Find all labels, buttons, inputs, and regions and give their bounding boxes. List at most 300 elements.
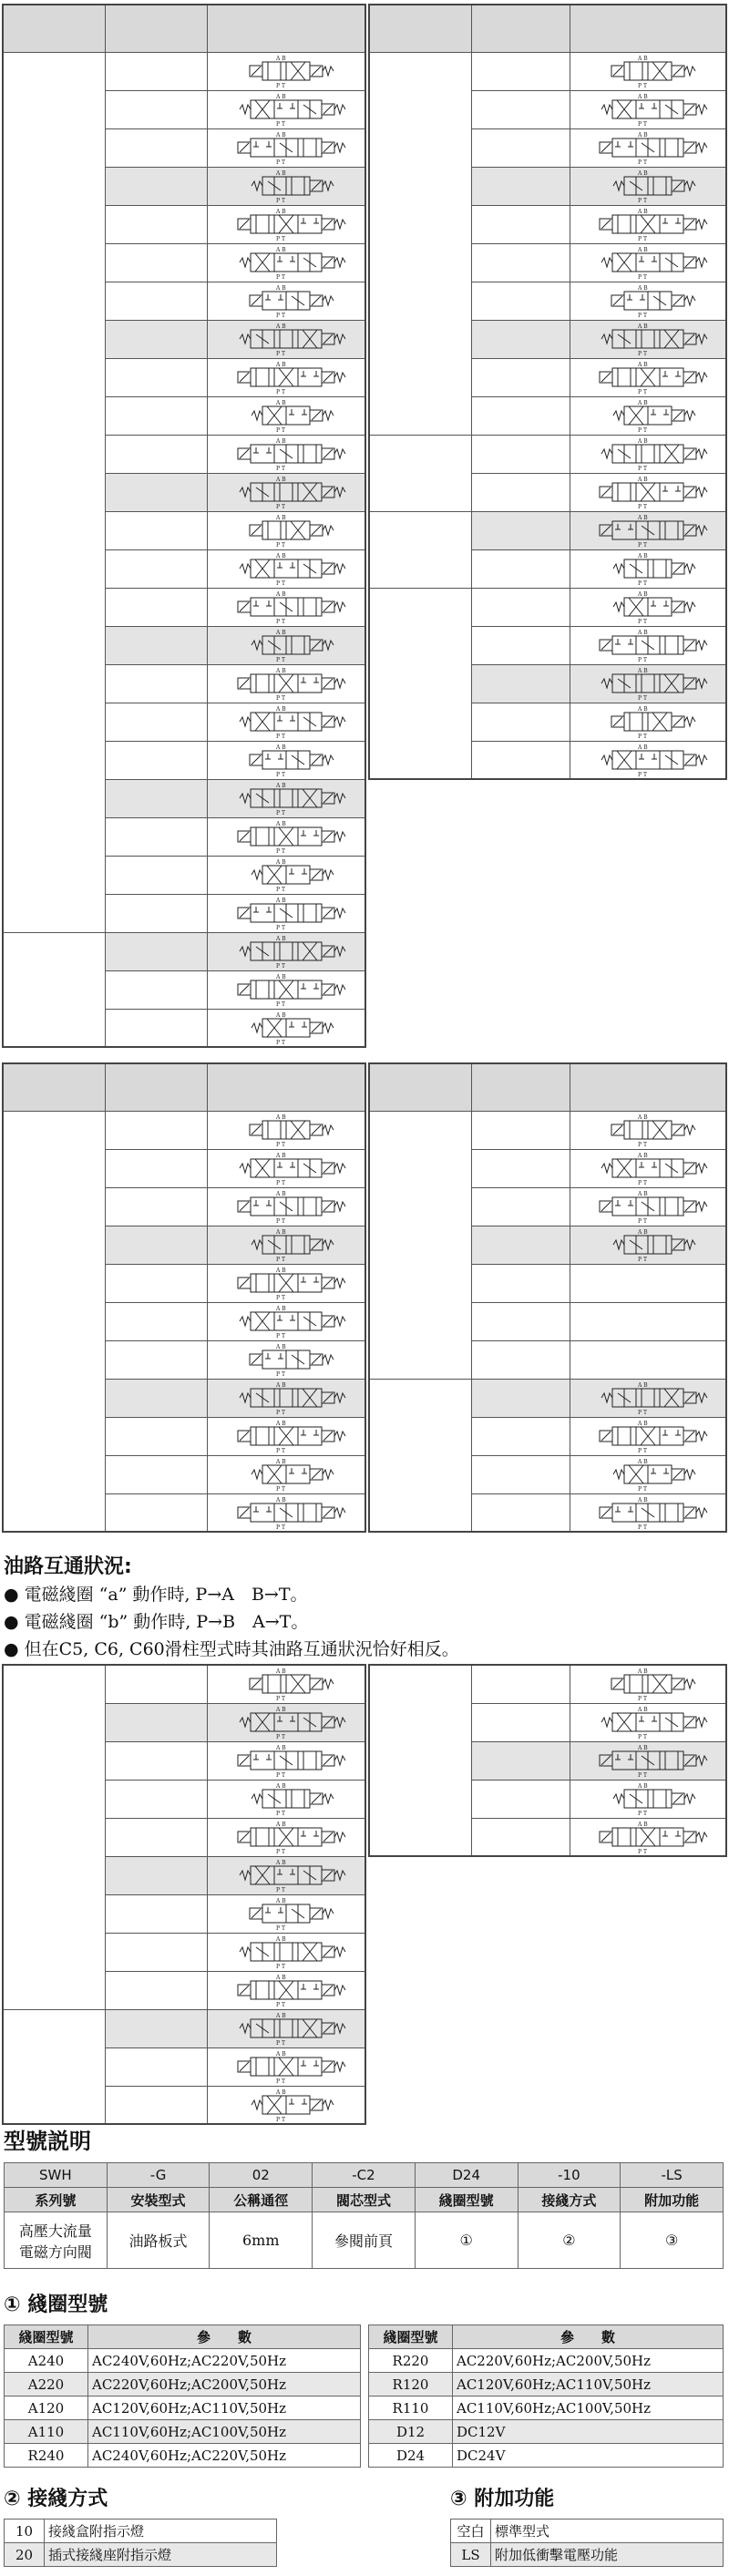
- svg-text:A B: A B: [637, 1707, 648, 1713]
- type-code: [471, 1149, 570, 1187]
- svg-text:P T: P T: [275, 2002, 285, 2007]
- type-code: [105, 1417, 207, 1455]
- symbol-cell: [207, 1971, 365, 2009]
- type-code: [471, 626, 570, 664]
- type-code: [471, 243, 570, 282]
- hydraulic-symbol-icon: [218, 934, 354, 969]
- svg-text:A B: A B: [275, 1860, 286, 1866]
- svg-text:P T: P T: [275, 1849, 285, 1854]
- svg-text:P T: P T: [275, 1811, 285, 1816]
- svg-text:P T: P T: [637, 1734, 647, 1740]
- svg-text:A B: A B: [275, 132, 286, 139]
- param-header-value: 參 數: [453, 2325, 724, 2349]
- table-row: [451, 2543, 724, 2567]
- symbol-cell: [207, 1856, 365, 1894]
- bullet-icon: ●: [4, 1612, 25, 1632]
- model-code-cell: -C2: [313, 2163, 416, 2188]
- type-code: [105, 932, 207, 970]
- svg-text:P T: P T: [275, 772, 285, 777]
- svg-text:A B: A B: [275, 1306, 286, 1312]
- param-code: D12: [369, 2420, 453, 2444]
- svg-text:P T: P T: [275, 466, 285, 471]
- symbol-cell: [570, 1818, 726, 1856]
- svg-text:A B: A B: [637, 706, 648, 713]
- hydraulic-symbol-icon: [218, 436, 354, 471]
- hydraulic-symbol-icon: [218, 54, 354, 88]
- svg-text:P T: P T: [275, 963, 285, 969]
- hydraulic-symbol-icon: [580, 169, 716, 203]
- svg-text:A B: A B: [275, 1668, 286, 1676]
- model-label-cell: 綫圈型號: [415, 2188, 518, 2212]
- svg-text:P T: P T: [275, 1964, 285, 1969]
- svg-text:P T: P T: [637, 1696, 647, 1702]
- symbol-cell: [207, 243, 365, 282]
- symbol-cell: [207, 1703, 365, 1741]
- svg-text:P T: P T: [275, 1180, 285, 1185]
- header-symbol: [570, 5, 726, 52]
- symbol-cell: [570, 128, 726, 167]
- hydraulic-symbol-icon: [218, 2049, 354, 2084]
- param-value: 接綫盒附指示燈: [45, 2520, 277, 2543]
- type-code: [105, 282, 207, 320]
- svg-text:P T: P T: [637, 351, 647, 356]
- svg-text:P T: P T: [637, 236, 647, 241]
- svg-text:A B: A B: [275, 2089, 286, 2096]
- svg-text:P T: P T: [275, 695, 285, 701]
- type-code: [105, 473, 207, 511]
- category-label: [3, 1111, 105, 1532]
- param-code: R220: [369, 2349, 453, 2373]
- svg-text:P T: P T: [275, 810, 285, 816]
- svg-text:A B: A B: [637, 1745, 648, 1751]
- hydraulic-symbol-icon: [580, 1380, 716, 1415]
- symbol-cell: [207, 1493, 365, 1532]
- svg-text:P T: P T: [275, 427, 285, 433]
- svg-text:A B: A B: [275, 668, 286, 674]
- svg-text:P T: P T: [275, 1218, 285, 1224]
- model-label-cell: 接綫方式: [518, 2188, 621, 2212]
- symbol-cell: [570, 549, 726, 588]
- table-block-1-left: [2, 4, 366, 1048]
- symbol-cell: [207, 1111, 365, 1149]
- hydraulic-symbol-icon: [218, 475, 354, 509]
- svg-text:P T: P T: [637, 1448, 647, 1453]
- svg-text:A B: A B: [637, 1382, 648, 1389]
- svg-text:A B: A B: [275, 974, 286, 980]
- header-type: [471, 1063, 570, 1111]
- svg-text:P T: P T: [275, 619, 285, 624]
- table-row: [369, 511, 726, 549]
- table-row: [369, 1665, 726, 1703]
- svg-text:A B: A B: [637, 515, 648, 521]
- type-code: [105, 1149, 207, 1187]
- symbol-cell: [570, 741, 726, 779]
- svg-text:P T: P T: [275, 1734, 285, 1740]
- svg-text:A B: A B: [275, 323, 286, 330]
- svg-text:A B: A B: [637, 591, 648, 598]
- type-code: [471, 1703, 570, 1741]
- type-code: [471, 1187, 570, 1226]
- flow-note-a: ● 電磁綫圈 “a” 動作時, P→A B→T。: [4, 1585, 308, 1605]
- svg-text:P T: P T: [275, 580, 285, 586]
- hydraulic-symbol-icon: [218, 1667, 354, 1701]
- svg-text:P T: P T: [275, 83, 285, 88]
- symbol-cell: [570, 205, 726, 243]
- svg-text:A B: A B: [637, 553, 648, 559]
- svg-text:P T: P T: [637, 313, 647, 318]
- svg-text:A B: A B: [275, 1707, 286, 1713]
- svg-text:A B: A B: [637, 400, 648, 406]
- svg-text:A B: A B: [275, 209, 286, 215]
- category-label: [369, 588, 471, 779]
- svg-text:A B: A B: [637, 477, 648, 483]
- wiring-section: [4, 2483, 277, 2567]
- param-value: AC220V,60Hz;AC200V,50Hz: [453, 2349, 724, 2373]
- svg-text:P T: P T: [275, 504, 285, 509]
- hydraulic-symbol-icon: [580, 398, 716, 433]
- svg-text:P T: P T: [637, 580, 647, 586]
- symbol-cell: [207, 1149, 365, 1187]
- type-code: [471, 435, 570, 473]
- category-label: [3, 52, 105, 932]
- param-code: 10: [5, 2520, 45, 2543]
- symbol-cell: [570, 90, 726, 128]
- table-row: [369, 588, 726, 626]
- param-value: 標準型式: [491, 2520, 724, 2543]
- table-block-1-right: [368, 4, 727, 780]
- svg-text:P T: P T: [637, 121, 647, 127]
- hydraulic-symbol-icon: [580, 1189, 716, 1224]
- hydraulic-symbol-icon: [580, 1667, 716, 1701]
- symbol-cell: [207, 1187, 365, 1226]
- hydraulic-symbol-icon: [580, 551, 716, 586]
- hydraulic-symbol-icon: [218, 1380, 354, 1415]
- hydraulic-symbol-icon: [218, 1935, 354, 1969]
- table-row: [3, 1111, 365, 1149]
- svg-text:A B: A B: [275, 1745, 286, 1751]
- type-code: [105, 1933, 207, 1971]
- type-code: [105, 128, 207, 167]
- symbol-cell: [207, 205, 365, 243]
- type-code: [105, 1302, 207, 1340]
- svg-text:A B: A B: [275, 1459, 286, 1465]
- symbol-cell: [207, 1894, 365, 1933]
- type-code: [471, 90, 570, 128]
- svg-text:P T: P T: [275, 2116, 285, 2122]
- table-row: [5, 2396, 361, 2420]
- hydraulic-symbol-icon: [218, 360, 354, 395]
- model-title: 型號説明: [4, 2129, 91, 2154]
- symbol-cell: [207, 435, 365, 473]
- type-code: [105, 52, 207, 90]
- category-label: [369, 1665, 471, 1856]
- table-row: [3, 2009, 365, 2047]
- category-label: [3, 1665, 105, 2009]
- hydraulic-symbol-icon: [580, 1820, 716, 1854]
- hydraulic-symbol-icon: [218, 781, 354, 816]
- type-code: [105, 741, 207, 779]
- model-code-cell: -10: [518, 2163, 621, 2188]
- header-category: [3, 1063, 105, 1111]
- svg-text:P T: P T: [275, 1925, 285, 1931]
- type-code: [105, 894, 207, 932]
- header-category: [369, 1063, 471, 1111]
- hydraulic-symbol-icon: [218, 207, 354, 241]
- symbol-cell: [570, 1417, 726, 1455]
- svg-text:A B: A B: [275, 1783, 286, 1790]
- symbol-cell: [207, 1264, 365, 1302]
- bullet-icon: ●: [4, 1639, 25, 1659]
- symbol-cell: [570, 1741, 726, 1780]
- model-label-cell: 閥芯型式: [313, 2188, 416, 2212]
- type-code: [471, 128, 570, 167]
- param-code: A240: [5, 2349, 88, 2373]
- type-code: [471, 320, 570, 358]
- model-code-cell: -G: [107, 2163, 210, 2188]
- symbol-cell: [570, 1665, 726, 1703]
- table-block-3-right: [368, 1664, 727, 1857]
- svg-text:P T: P T: [275, 121, 285, 127]
- type-code: [105, 817, 207, 856]
- svg-text:A B: A B: [275, 821, 286, 827]
- hydraulic-symbol-icon: [580, 130, 716, 165]
- svg-text:A B: A B: [275, 1496, 286, 1504]
- param-code: 20: [5, 2543, 45, 2567]
- type-code: [471, 1780, 570, 1818]
- table-row: [369, 2373, 724, 2396]
- svg-text:P T: P T: [637, 1772, 647, 1778]
- type-code: [105, 2047, 207, 2086]
- symbol-cell: [207, 1009, 365, 1047]
- svg-text:A B: A B: [637, 56, 648, 62]
- svg-text:P T: P T: [275, 1257, 285, 1262]
- hydraulic-symbol-icon: [218, 2088, 354, 2122]
- param-code: D24: [369, 2444, 453, 2468]
- hydraulic-symbol-icon: [218, 1189, 354, 1224]
- table-row: [369, 2396, 724, 2420]
- hydraulic-symbol-icon: [218, 322, 354, 356]
- symbol-cell: [570, 511, 726, 549]
- svg-text:A B: A B: [275, 170, 286, 177]
- param-code: A120: [5, 2396, 88, 2420]
- table-row: [369, 2444, 724, 2468]
- model-code-cell: SWH: [5, 2163, 108, 2188]
- type-code: [471, 358, 570, 396]
- model-label-cell: 附加功能: [621, 2188, 724, 2212]
- symbol-cell: [207, 894, 365, 932]
- symbol-cell: [207, 52, 365, 90]
- table-row: [369, 52, 726, 90]
- svg-text:A B: A B: [637, 94, 648, 100]
- svg-text:A B: A B: [275, 1229, 286, 1236]
- symbol-cell: [207, 2086, 365, 2124]
- svg-text:P T: P T: [275, 1001, 285, 1007]
- svg-text:A B: A B: [637, 170, 648, 177]
- param-header-model: 綫圈型號: [369, 2325, 453, 2349]
- type-code: [105, 1856, 207, 1894]
- type-code: [105, 626, 207, 664]
- svg-text:A B: A B: [275, 1114, 286, 1121]
- svg-text:A B: A B: [275, 744, 286, 751]
- param-value: AC220V,60Hz;AC200V,50Hz: [88, 2373, 361, 2396]
- type-code: [105, 1818, 207, 1856]
- svg-text:A B: A B: [637, 247, 648, 253]
- symbol-cell: [207, 2009, 365, 2047]
- hydraulic-symbol-icon: [580, 704, 716, 739]
- svg-text:A B: A B: [637, 744, 648, 751]
- svg-text:A B: A B: [275, 859, 286, 866]
- type-code: [471, 473, 570, 511]
- type-code: [105, 2086, 207, 2124]
- svg-text:P T: P T: [637, 1486, 647, 1492]
- svg-text:A B: A B: [637, 1114, 648, 1121]
- svg-text:A B: A B: [637, 1191, 648, 1197]
- type-code: [105, 588, 207, 626]
- svg-text:A B: A B: [275, 706, 286, 713]
- svg-text:A B: A B: [275, 936, 286, 942]
- hydraulic-symbol-icon: [580, 207, 716, 241]
- type-code: [471, 1818, 570, 1856]
- svg-text:P T: P T: [637, 1410, 647, 1415]
- svg-text:P T: P T: [275, 1524, 285, 1530]
- category-label: [369, 1379, 471, 1532]
- category-label: [3, 932, 105, 1047]
- svg-text:P T: P T: [275, 159, 285, 165]
- type-code: [105, 1264, 207, 1302]
- extra-table: [450, 2519, 724, 2567]
- hydraulic-symbol-icon: [218, 896, 354, 930]
- table-row: [369, 2420, 724, 2444]
- param-code: R240: [5, 2444, 88, 2468]
- category-label: [369, 435, 471, 511]
- hydraulic-symbol-icon: [218, 704, 354, 739]
- type-code: [471, 167, 570, 205]
- svg-text:A B: A B: [637, 1668, 648, 1676]
- hydraulic-symbol-icon: [580, 590, 716, 624]
- type-code: [105, 1665, 207, 1703]
- symbol-cell: [207, 511, 365, 549]
- hydraulic-symbol-icon: [218, 1495, 354, 1530]
- type-code: [471, 1455, 570, 1493]
- hydraulic-symbol-icon: [580, 245, 716, 280]
- hydraulic-symbol-icon: [218, 1011, 354, 1045]
- svg-text:P T: P T: [275, 1772, 285, 1778]
- type-code: [105, 435, 207, 473]
- hydraulic-symbol-icon: [580, 436, 716, 471]
- coil-table-right: [368, 2325, 724, 2468]
- hydraulic-symbol-icon: [218, 513, 354, 548]
- svg-text:P T: P T: [275, 542, 285, 548]
- model-label-cell: 公稱通徑: [210, 2188, 313, 2212]
- model-value-cell: ①: [415, 2212, 518, 2269]
- type-code: [105, 511, 207, 549]
- param-code: A220: [5, 2373, 88, 2396]
- hydraulic-symbol-icon: [580, 283, 716, 318]
- param-header-model: 綫圈型號: [5, 2325, 88, 2349]
- svg-text:A B: A B: [637, 1496, 648, 1504]
- symbol-cell: [207, 1665, 365, 1703]
- table-row: [5, 2543, 277, 2567]
- type-code: [471, 282, 570, 320]
- type-code: [105, 396, 207, 435]
- svg-text:A B: A B: [275, 2051, 286, 2058]
- svg-text:A B: A B: [275, 1267, 286, 1274]
- model-value-cell: ③: [621, 2212, 724, 2269]
- symbol-cell: [570, 1302, 726, 1340]
- symbol-cell: [207, 741, 365, 779]
- svg-text:P T: P T: [275, 1333, 285, 1339]
- svg-text:A B: A B: [275, 1975, 286, 1981]
- svg-text:A B: A B: [275, 1898, 286, 1904]
- param-code: LS: [451, 2543, 491, 2567]
- symbol-cell: [207, 320, 365, 358]
- symbol-cell: [207, 856, 365, 894]
- wiring-title: ② 接綫方式: [4, 2488, 108, 2510]
- type-code: [471, 1665, 570, 1703]
- symbol-cell: [570, 1340, 726, 1379]
- hydraulic-symbol-icon: [218, 1781, 354, 1816]
- svg-text:P T: P T: [637, 1257, 647, 1262]
- hydraulic-symbol-icon: [218, 130, 354, 165]
- svg-text:P T: P T: [275, 925, 285, 930]
- symbol-cell: [207, 1818, 365, 1856]
- bullet-icon: ●: [4, 1585, 25, 1605]
- category-label: [3, 2009, 105, 2124]
- hydraulic-symbol-icon: [580, 513, 716, 548]
- hydraulic-symbol-icon: [580, 1457, 716, 1492]
- symbol-cell: [570, 396, 726, 435]
- svg-text:A B: A B: [275, 247, 286, 253]
- type-code: [471, 205, 570, 243]
- hydraulic-symbol-icon: [218, 169, 354, 203]
- hydraulic-symbol-icon: [580, 1495, 716, 1530]
- table-row: [369, 2349, 724, 2373]
- type-code: [105, 320, 207, 358]
- svg-text:P T: P T: [637, 389, 647, 395]
- type-code: [471, 1379, 570, 1417]
- model-value-cell: 高壓大流量 電磁方向閥: [5, 2212, 108, 2269]
- hydraulic-symbol-icon: [218, 245, 354, 280]
- svg-text:P T: P T: [637, 657, 647, 662]
- svg-text:P T: P T: [637, 734, 647, 739]
- type-code: [471, 1264, 570, 1302]
- model-value-cell: 6mm: [210, 2212, 313, 2269]
- table-row: [3, 1665, 365, 1703]
- symbol-cell: [570, 358, 726, 396]
- model-code-cell: D24: [415, 2163, 518, 2188]
- type-code: [105, 1111, 207, 1149]
- svg-text:P T: P T: [275, 198, 285, 203]
- table-block-2-left: [2, 1062, 366, 1533]
- svg-text:P T: P T: [637, 1848, 647, 1854]
- flow-note-b: ● 電磁綫圈 “b” 動作時, P→B A→T。: [4, 1612, 309, 1632]
- symbol-cell: [207, 932, 365, 970]
- table-row: [5, 2373, 361, 2396]
- symbol-cell: [207, 167, 365, 205]
- symbol-cell: [570, 588, 726, 626]
- table-row: [369, 1111, 726, 1149]
- svg-text:A B: A B: [275, 438, 286, 445]
- hydraulic-symbol-icon: [218, 92, 354, 127]
- hydraulic-symbol-icon: [580, 1419, 716, 1453]
- model-table: [4, 2162, 724, 2269]
- svg-text:P T: P T: [275, 236, 285, 241]
- svg-text:A B: A B: [275, 553, 286, 559]
- table-row: [5, 2444, 361, 2468]
- svg-text:A B: A B: [275, 630, 286, 636]
- table-row: [5, 2349, 361, 2373]
- svg-text:P T: P T: [275, 274, 285, 280]
